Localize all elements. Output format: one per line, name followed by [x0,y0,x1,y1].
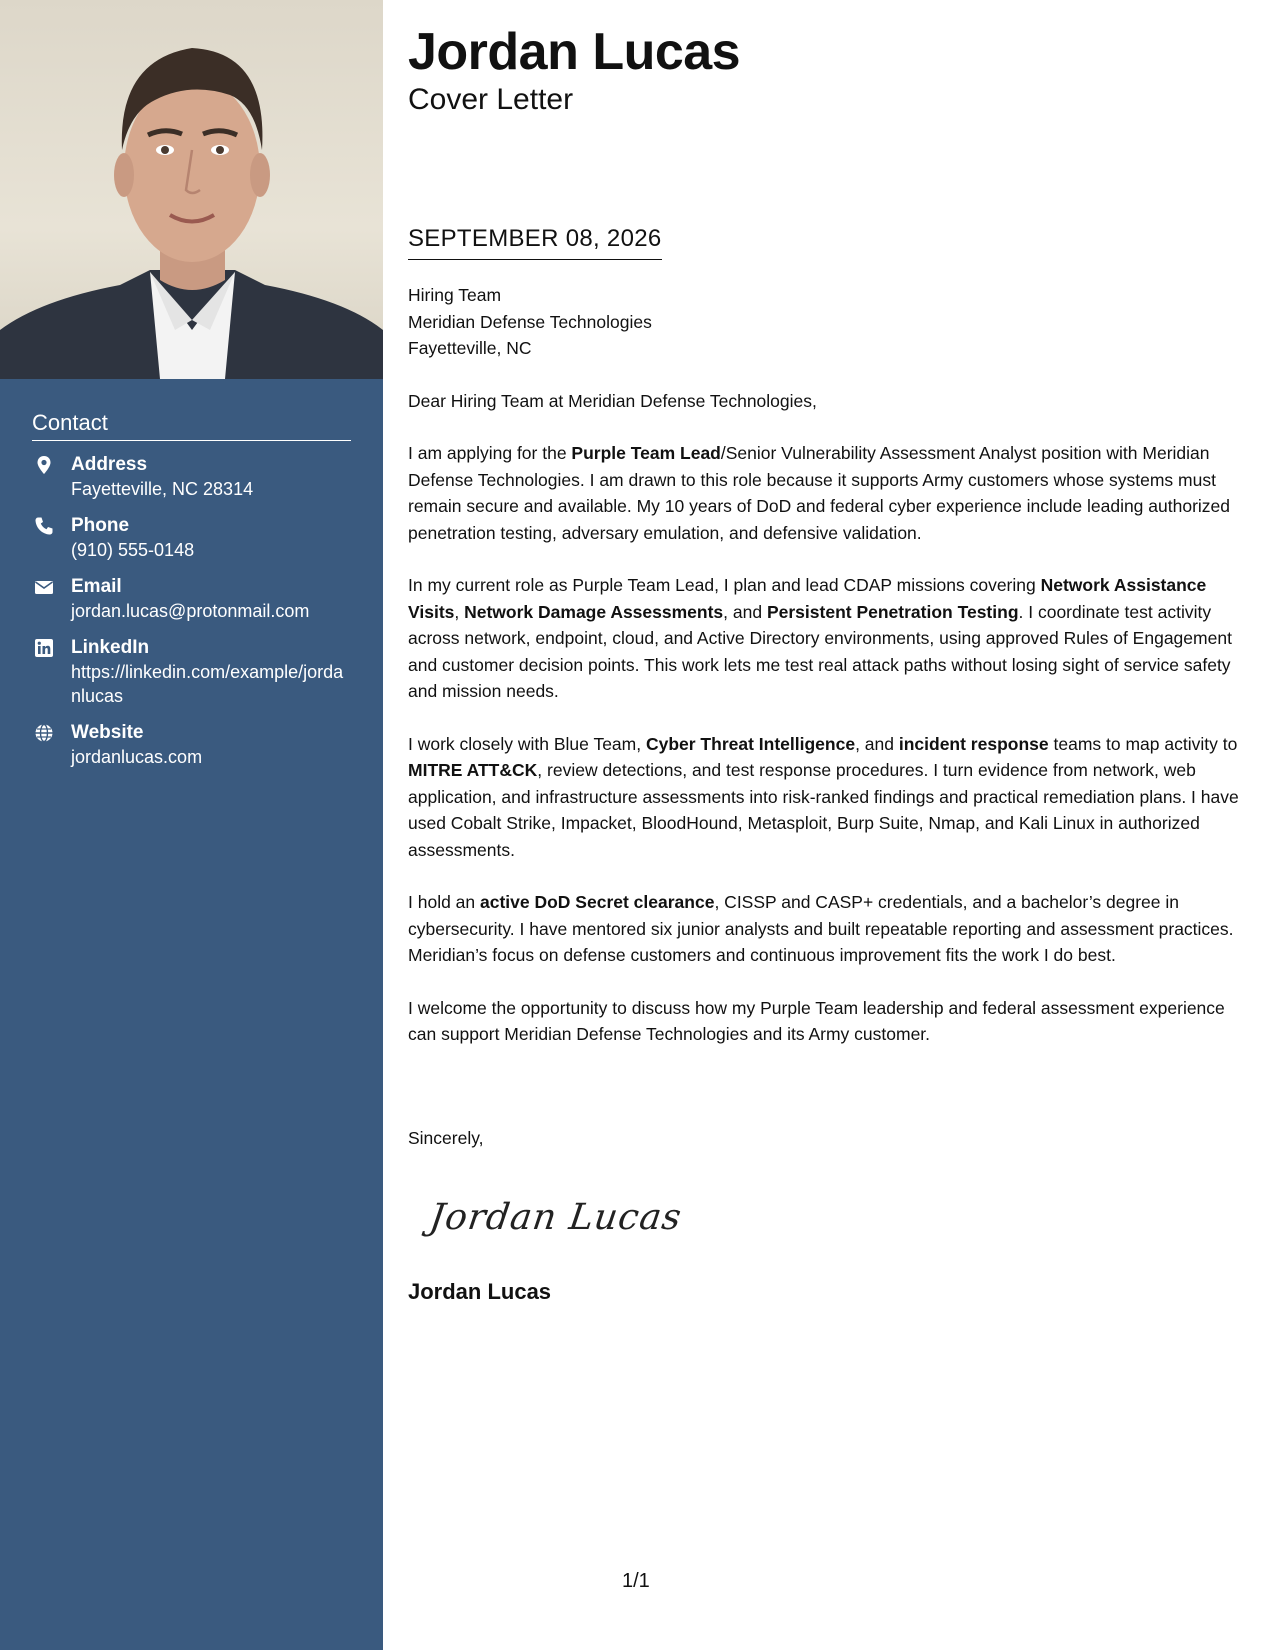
letter-date: SEPTEMBER 08, 2026 [408,222,662,260]
contact-phone [32,514,351,562]
recipient-line: Fayetteville, NC [408,338,532,358]
document-subtitle: Cover Letter [408,83,574,116]
signer-name: Jordan Lucas [408,1279,552,1304]
salutation: Dear Hiring Team at Meridian Defense Technologies, [408,390,817,411]
contact-title: Contact [32,410,351,441]
contact-value[interactable]: jordanlucas.com [71,747,203,767]
paragraph-2: In my current role as Purple Team Lead, I plan and lead CDAP missions covering Network Assistance Visits, Network Damage Assessments, and Persistent Penetration Testing. I coordinate test activity across network, endpoint, cloud, and Active Directory environments, using approved Rules of Engagement and customer decision points. This work lets me test real attack paths without losing sight of service safety and mission needs. [408,575,1232,701]
contact-label: Website [71,722,144,743]
portrait-illustration [0,0,383,379]
paragraph-1: I am applying for the Purple Team Lead/Senior Vulnerability Assessment Analyst position with Meridian Defense Technologies. I am drawn to this role because it supports Army customers whose systems must remain secure and available. My 10 years of DoD and federal cyber experience include leading authorized penetration testing, adversary emulation, and defensive validation. [408,443,1231,543]
contact-label: Address [71,454,148,475]
contact-label: Phone [71,515,130,536]
contact-value: jordan.lucas@protonmail.com [71,601,310,621]
profile-photo [0,0,383,379]
contact-section [32,410,351,782]
contact-label: Email [71,576,122,597]
page-number: 1/1 [622,1570,650,1592]
closing: Sincerely, [408,1128,484,1148]
contact-linkedin [32,636,351,708]
applicant-name: Jordan Lucas [408,23,741,81]
letter-body [408,282,1253,1074]
contact-value: Fayetteville, NC 28314 [71,479,254,499]
paragraph-3: I work closely with Blue Team, Cyber Threat Intelligence, and incident response teams to map activity to MITRE ATT&CK, review detections, and test response procedures. I turn evidence from network, web application, and infrastructure assessments into risk-ranked findings and practical remediation plans. I have used Cobalt Strike, Impacket, BloodHound, Metasploit, Burp Suite, Nmap, and Kali Linux in authorized assessments. [408,733,1239,860]
globe-icon [34,723,54,743]
linkedin-icon [34,638,54,658]
recipient-line: Meridian Defense Technologies [408,311,652,332]
contact-address [32,453,351,501]
sidebar [0,0,383,1650]
contact-website [32,721,351,769]
envelope-icon [34,577,54,597]
paragraph-4: I hold an active DoD Secret clearance, CISSP and CASP+ credentials, and a bachelor’s degree in cybersecurity. I have mentored six junior analysts and built repeatable reporting and assessment practices. Meridian’s focus on defense customers and continuous improvement fits the work I do best. [408,892,1234,965]
map-pin-icon [34,455,54,475]
contact-label: LinkedIn [71,637,150,658]
paragraph-5: I welcome the opportunity to discuss how my Purple Team leadership and federal assessment experience can support Meridian Defense Technologies and its Army customer. [408,997,1225,1044]
contact-email [32,575,351,623]
recipient-line: Hiring Team [408,285,502,305]
phone-icon [34,516,54,536]
recipient-block [408,282,1253,362]
contact-value: (910) 555-0148 [71,540,195,560]
handwritten-signature: Jordan Lucas [427,1197,685,1238]
contact-value[interactable]: https://linkedin.com/example/jordanlucas [71,662,344,706]
main-content [408,22,1253,1304]
